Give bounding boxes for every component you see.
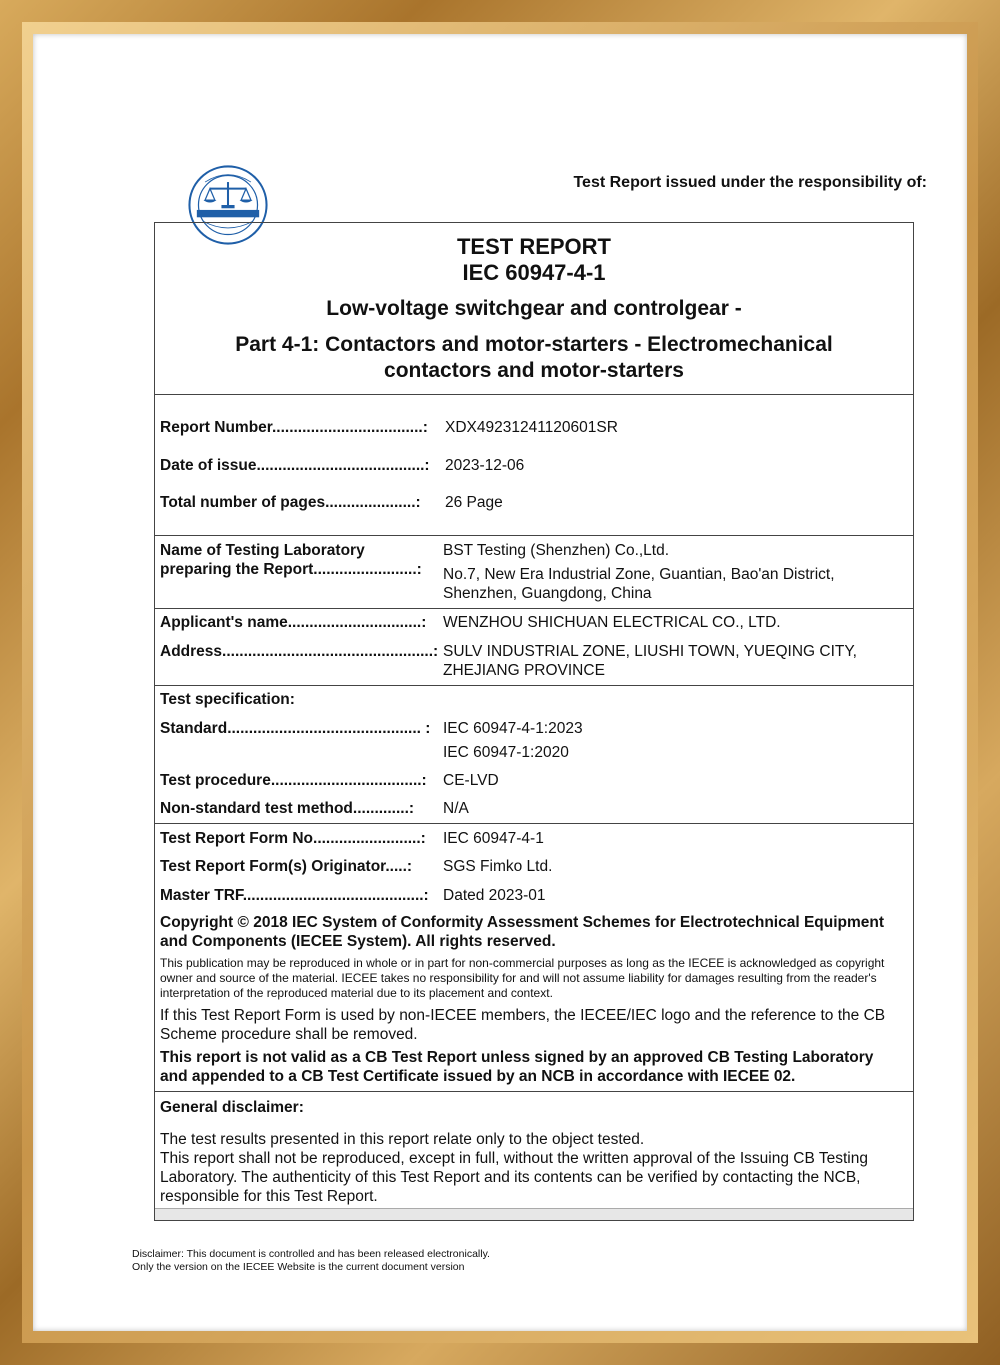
lab-name: BST Testing (Shenzhen) Co.,Ltd.	[443, 542, 670, 559]
total-pages-label: Total number of pages.....................:	[160, 494, 421, 511]
test-procedure-value: CE-LVD	[443, 772, 499, 789]
document-footer	[132, 1248, 490, 1274]
total-pages-value: 26 Page	[445, 494, 503, 511]
non-standard-method-value: N/A	[443, 800, 469, 817]
master-trf-value: Dated 2023-01	[443, 887, 546, 904]
general-disclaimer-text	[160, 1130, 900, 1206]
report-number-label: Report Number...................................:	[160, 419, 428, 436]
disclaimer-text-1: The test results presented in this report relate only to the object tested.	[160, 1131, 645, 1148]
applicant-name-value: WENZHOU SHICHUAN ELECTRICAL CO., LTD.	[443, 614, 781, 631]
standard-value-1: IEC 60947-4-1:2023	[443, 720, 583, 737]
report-subtitle-2: Part 4-1: Contactors and motor-starters - Electromechanical	[235, 333, 833, 356]
laboratory-section	[155, 536, 913, 609]
lab-label-line1: Name of Testing Laboratory	[160, 542, 365, 559]
report-subtitle-3: contactors and motor-starters	[384, 359, 684, 382]
standard-label: Standard............................................. :	[160, 720, 431, 737]
lab-address-line1: No.7, New Era Industrial Zone, Guantian, Bao'an District,	[443, 566, 835, 583]
trf-originator-value: SGS Fimko Ltd.	[443, 858, 553, 875]
test-specification-title: Test specification:	[160, 691, 295, 708]
trf-number-label: Test Report Form No.........................:	[160, 830, 426, 847]
footer-line-2: Only the version on the IECEE Website is the current document version	[132, 1261, 465, 1273]
footer-line-1: Disclaimer: This document is controlled and has been released electronically.	[132, 1248, 490, 1260]
master-trf-label: Master TRF..........................................:	[160, 887, 429, 904]
certificate-paper	[33, 34, 967, 1331]
report-title: TEST REPORT	[456, 234, 611, 259]
standard-value-2: IEC 60947-1:2020	[443, 744, 569, 761]
general-disclaimer-section	[155, 1092, 913, 1209]
test-procedure-label: Test procedure...................................:	[160, 772, 427, 789]
report-subtitle-1: Low-voltage switchgear and controlgear -	[326, 297, 742, 320]
applicant-section	[155, 609, 913, 686]
trf-number-value: IEC 60947-4-1	[443, 830, 544, 847]
validity-notice: This report is not valid as a CB Test Report unless signed by an approved CB Testing Laboratory and appended to a CB Test Certificate issued by an NCB in accordance with IECEE 02.	[160, 1049, 874, 1085]
applicant-address-label: Address.................................................:	[160, 643, 439, 660]
non-standard-method-label: Non-standard test method.............:	[160, 800, 415, 817]
report-info-section	[155, 395, 913, 536]
applicant-name-label: Applicant's name...............................:	[160, 614, 427, 631]
copyright-notice: Copyright © 2018 IEC System of Conformity Assessment Schemes for Electrotechnical Equipment and Components (IECEE System). All rights reserved.	[160, 914, 885, 950]
lab-address-line2: Shenzhen, Guangdong, China	[443, 585, 652, 602]
report-box-bottom-bar	[155, 1208, 913, 1220]
general-disclaimer-title: General disclaimer:	[160, 1099, 304, 1116]
date-of-issue-label: Date of issue.......................................:	[160, 457, 430, 474]
report-header	[155, 223, 913, 395]
responsibility-heading: Test Report issued under the responsibility of:	[573, 174, 927, 191]
trf-originator-label: Test Report Form(s) Originator.....:	[160, 858, 413, 875]
applicant-address-line1: SULV INDUSTRIAL ZONE, LIUSHI TOWN, YUEQING CITY,	[443, 643, 857, 660]
date-of-issue-value: 2023-12-06	[445, 457, 525, 474]
reproduction-notice: This publication may be reproduced in whole or in part for non-commercial purposes as long as the IECEE is acknowledged as copyright owner and source of the material. IECEE takes no responsibility for and will not assume liability for damages resulting from the reader's interpretation of the reproduced material due to its placement and context.	[160, 956, 885, 1000]
trf-section	[155, 824, 913, 1092]
report-standard: IEC 60947-4-1	[462, 260, 606, 285]
report-box	[154, 222, 914, 1221]
disclaimer-text-2: This report shall not be reproduced, except in full, without the written approval of the Issuing CB Testing Laboratory. The authenticity of this Test Report and its contents can be verified by contacting the NCB, responsible for this Test Report.	[160, 1150, 868, 1205]
lab-label-line2: preparing the Report........................:	[160, 561, 422, 578]
report-number-value: XDX49231241120601SR	[445, 419, 618, 436]
test-specification-section	[155, 686, 913, 824]
non-iecee-notice: If this Test Report Form is used by non-IECEE members, the IECEE/IEC logo and the reference to the CB Scheme procedure shall be removed.	[160, 1007, 886, 1043]
applicant-address-line2: ZHEJIANG PROVINCE	[443, 662, 605, 679]
